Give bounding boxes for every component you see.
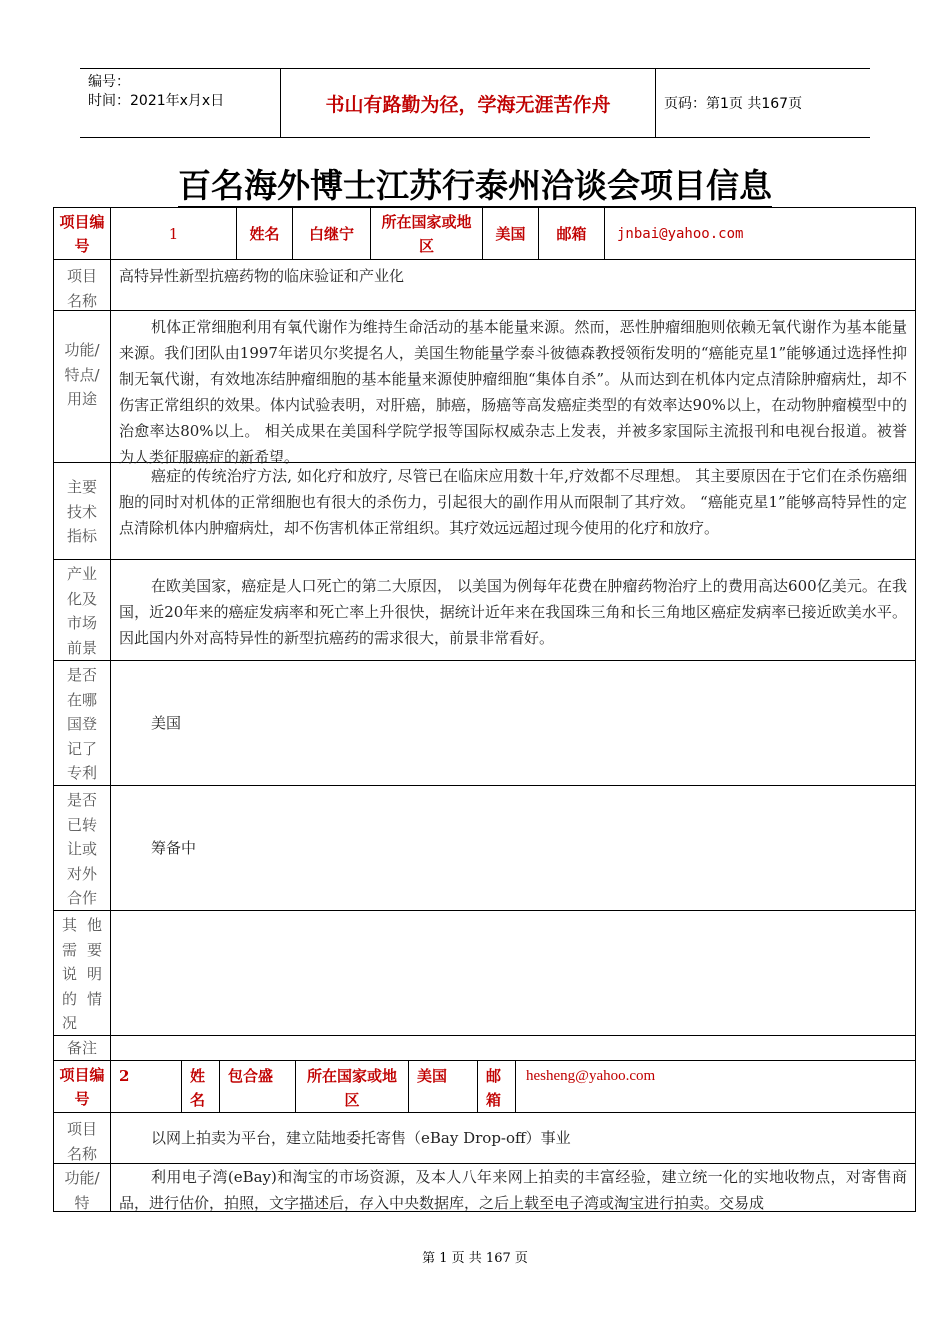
project-id: 2 (110, 1061, 181, 1112)
email-label: 邮箱 (477, 1061, 515, 1112)
project-id: 1 (110, 208, 236, 259)
other-label: 其他需要说明的情况 (62, 916, 102, 1032)
project1-function-row (54, 311, 915, 466)
project-name-value: 高特异性新型抗癌药物的临床验证和产业化 (110, 260, 915, 310)
other-value (110, 911, 915, 1035)
country-label: 所在国家或地区 (295, 1061, 408, 1112)
patent-label: 是否在哪国登记了专利 (66, 666, 97, 782)
name-label: 姓名 (236, 208, 292, 259)
project-table (53, 207, 916, 1212)
project-name-label: 项目名称 (66, 267, 97, 310)
tech-value (110, 463, 915, 559)
remark-value (110, 1036, 915, 1060)
project1-remark-row (54, 1036, 915, 1061)
transfer-label: 是否已转让或对外合作 (66, 791, 97, 907)
name-label: 姓名 (181, 1061, 219, 1112)
project1-other-row (54, 911, 915, 1036)
name-value: 白继宁 (292, 208, 370, 259)
market-label: 产业化及市场前景 (66, 565, 97, 657)
market-text: 在欧美国家，癌症是人口死亡的第二大原因， 以美国为例每年花费在肿瘤药物治疗上的费用高达600亿美元。在我国，近20年来的癌症发病率和死亡率上升很快，据统计近年来在我国珠三角和长三角地区癌症发病率已接近欧美水平。因此国内外对高特异性的新型抗癌药的需求很大，前景非常看好。 (119, 577, 907, 647)
date-label: 时间：2021年x月x日 (88, 93, 225, 109)
page-header (80, 68, 870, 138)
project-name-label: 项目名称 (66, 1120, 97, 1163)
tech-text: 癌症的传统治疗方法, 如化疗和放疗, 尽管已在临床应用数十年,疗效都不尽理想。 其主要原因在于它们在杀伤癌细胞的同时对机体的正常细胞也有很大的杀伤力，引起很大的副作用从而限制了其疗效。 “癌能克星1”能够高特异性的定点清除机体内肿瘤病灶，却不伤害机体正常组织。其疗效远远超过现今使用的化疗和放疗。 (119, 467, 907, 537)
project1-market-row (54, 560, 915, 661)
project2-name-row (54, 1113, 915, 1164)
header-motto: 书山有路勤为径，学海无涯苦作舟 (280, 69, 656, 137)
email-value: jnbai@yahoo.com (604, 208, 915, 259)
page-footer: 第 1 页 共 167 页 (422, 1251, 528, 1266)
patent-text: 美国 (151, 714, 182, 732)
function-value (110, 1164, 915, 1212)
project2-function-row (54, 1164, 915, 1212)
transfer-text: 筹备中 (151, 839, 197, 857)
header-left (80, 69, 280, 137)
project-id-label: 项目编号 (59, 1065, 105, 1108)
project1-transfer-row (54, 786, 915, 911)
function-value (110, 311, 915, 466)
function-label: 功能/特点/用途 (64, 341, 100, 408)
country-value: 美国 (408, 1061, 477, 1112)
document-title-text: 百名海外博士江苏行泰州洽谈会项目信息 (178, 166, 772, 208)
project1-patent-row (54, 661, 915, 786)
name-value: 包合盛 (219, 1061, 295, 1112)
transfer-value (110, 786, 915, 910)
market-value (110, 560, 915, 660)
project1-tech-row (54, 463, 915, 560)
function-label: 功能/特 (64, 1169, 100, 1212)
email-value: hesheng@yahoo.com (515, 1061, 915, 1112)
project1-header-row (54, 208, 915, 260)
patent-value (110, 661, 915, 785)
project-id-label: 项目编号 (59, 212, 105, 255)
number-label: 编号： (88, 74, 130, 90)
header-page-info: 页码：第1页 共167页 (664, 96, 803, 112)
country-label: 所在国家或地区 (370, 208, 482, 259)
project1-name-row (54, 260, 915, 311)
project-name-text: 以网上拍卖为平台，建立陆地委托寄售（eBay Drop-off）事业 (151, 1129, 571, 1147)
remark-label: 备注 (66, 1039, 97, 1057)
function-text: 机体正常细胞利用有氧代谢作为维持生命活动的基本能量来源。然而，恶性肿瘤细胞则依赖无氧代谢作为基本能量来源。我们团队由1997年诺贝尔奖提名人，美国生物能量学泰斗彼德森教授领衔发明的“癌能克星1”能够通过选择性抑制无氧代谢，有效地冻结肿瘤细胞的基本能量来源使肿瘤细胞“集体自杀”。从而达到在机体内定点清除肿瘤病灶，却不伤害正常组织的效果。体内试验表明，对肝癌，肺癌，肠癌等高发癌症类型的有效率达90%以上，在动物肿瘤模型中的治愈率达80%以上。 相关成果在美国科学院学报等国际权威杂志上发表，并被多家国际主流报刊和电视台报道。被誉为人类征服癌症的新希望。 (119, 318, 907, 466)
document-title (0, 160, 950, 207)
project2-header-row (54, 1061, 915, 1113)
project-name-value (110, 1113, 915, 1163)
function-text: 利用电子湾(eBay)和淘宝的市场资源，及本人八年来网上拍卖的丰富经验，建立统一化的实地收物点，对寄售商品，进行估价，拍照，文字描述后，存入中央数据库，之后上载至电子湾或淘宝进行拍卖。交易成 (119, 1168, 907, 1212)
country-value: 美国 (482, 208, 538, 259)
email-label: 邮箱 (538, 208, 604, 259)
tech-label: 主要技术指标 (66, 478, 97, 545)
